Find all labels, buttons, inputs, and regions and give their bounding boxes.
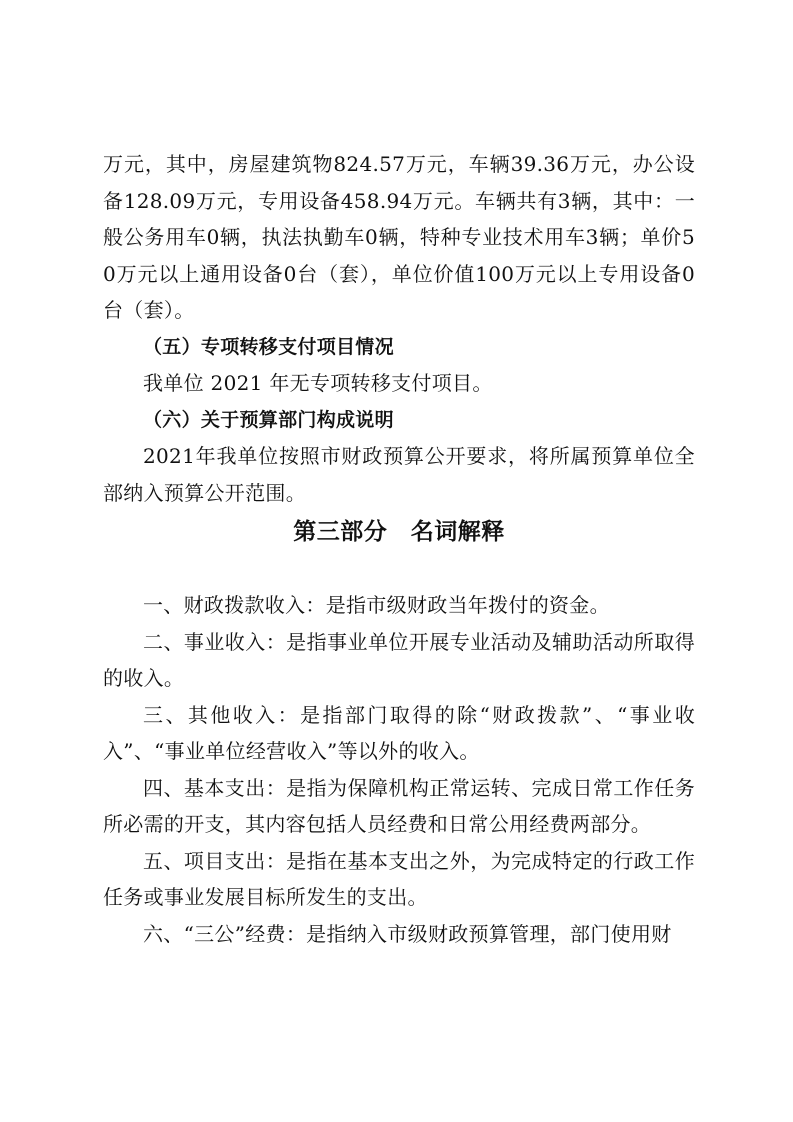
department-composition-paragraph: 2021年我单位按照市财政预算公开要求，将所属预算单位全部纳入预算公开范围。 bbox=[103, 444, 695, 505]
special-transfer-paragraph: 我单位 2021 年无专项转移支付项目。 bbox=[143, 371, 493, 395]
glossary-item-three-public-expenses: 六、“三公”经费：是指纳入市级财政预算管理，部门使用财 bbox=[143, 921, 672, 946]
glossary-item-business-income: 二、事业收入：是指事业单位开展专业活动及辅助活动所取得的收入。 bbox=[103, 629, 695, 690]
asset-summary-paragraph: 万元，其中，房屋建筑物824.57万元，车辆39.36万元，办公设备128.09万元，专用设备458.94万元。车辆共有3辆，其中：一般公务用车0辆，执法执勤车0辆，特种专业技术用车3辆；单价50万元以上通用设备0台（套），单位价值100万元以上专用设备0台（套）。 bbox=[103, 152, 695, 322]
glossary-item-other-income: 三、其他收入：是指部门取得的除“财政拨款”、“事业收入”、“事业单位经营收入”等以外的收入。 bbox=[103, 702, 695, 763]
page-content bbox=[103, 146, 695, 952]
glossary-item-basic-expenditure: 四、基本支出：是指为保障机构正常运转、完成日常工作任务所必需的开支，其内容包括人员经费和日常公用经费两部分。 bbox=[103, 775, 695, 836]
part-title-glossary: 第三部分 名词解释 bbox=[293, 519, 505, 545]
section-heading-department-composition: （六）关于预算部门构成说明 bbox=[143, 408, 394, 431]
glossary-item-project-expenditure: 五、项目支出：是指在基本支出之外，为完成特定的行政工作任务或事业发展目标所发生的支出。 bbox=[103, 848, 695, 909]
glossary-item-fiscal-appropriation: 一、财政拨款收入：是指市级财政当年拨付的资金。 bbox=[143, 593, 610, 617]
section-heading-special-transfer: （五）专项转移支付项目情况 bbox=[143, 335, 394, 358]
title-spacer bbox=[103, 553, 695, 587]
